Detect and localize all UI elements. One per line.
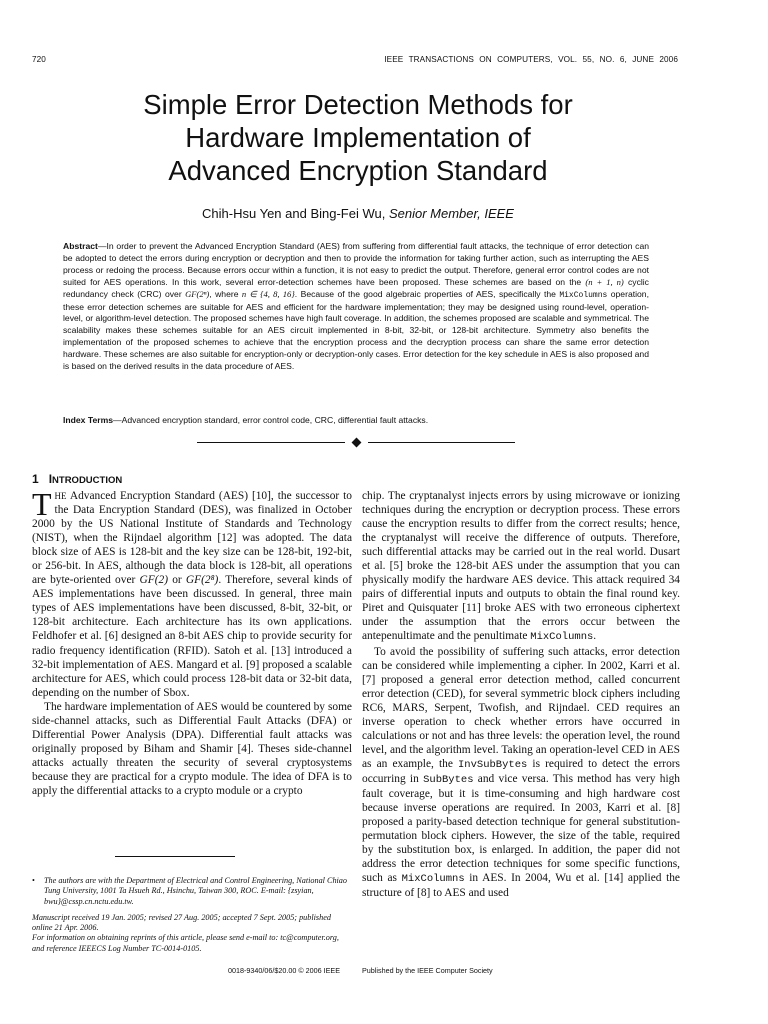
index-terms-label: Index Terms	[63, 415, 113, 425]
code-mixcolumns: MixColumns	[530, 631, 594, 644]
title-line-1: Simple Error Detection Methods for	[143, 89, 573, 120]
abstract-text-1: —In order to prevent the Advanced Encryption Standard (AES) from suffering from differential fault attacks, the technique of error detection can be adopted to detect the errors during encryption or decryption and then to provide the information for taking further action, such as interrupting the AES process or redoing the process. Because errors occur within a function, it is not easy to predict the output. Therefore, general error control codes are not suited for AES operations. In this work, several error-detection schemes have been proposed. These schemes are based on the	[63, 241, 649, 287]
paragraph-text: or	[167, 574, 186, 587]
section-divider	[197, 442, 515, 443]
footnotes	[32, 876, 352, 954]
abstract-math-1: (n + 1, n)	[585, 276, 624, 287]
abstract-text-4: . Because of the good algebraic properties of AES, specifically the	[294, 288, 560, 299]
footnote-affiliation	[32, 876, 352, 907]
paragraph-text: Advanced Encryption Standard (AES) [10], the successor to the Data Encryption Standard (DES), was finalized in October 2000 by the US National Institute of Standards and Technology (NIST), when the Rijndael algorithm [12] was adopted. The data block size of AES is 128-bit and the key size can be 128-bit, 192-bit, or 256-bit. In AES, although the data block is 128-bit, all operations are byte-oriented over	[32, 490, 352, 587]
title-line-3: Advanced Encryption Standard	[168, 155, 548, 186]
paragraph-text: . Therefore, several kinds of AES implementations have been discussed. In general, three main types of AES implementations have been discussed, 8-bit, 32-bit, or 128-bit architecture. Each architecture has its own applications. Feldhofer et al. [6] designed an 8-bit AES chip to provide security for radio frequency identification (RFID). Satoh et al. [13] introduced a 32-bit implementation of AES. Mangard et al. [9] proposed a scalable architecture for AES, which could process 128-bit data or 32-bit data, depending on the number of Sbox.	[32, 574, 353, 699]
abstract-label: Abstract	[63, 241, 98, 251]
paragraph: The hardware implementation of AES would be countered by some side-channel attacks, such as Differential Fault Attacks (DFA) or Differential Power Analysis (DPA). Differential fault attacks was originally proposed by Biham and Shamir [4]. Theses side-channel attacks actually threaten the security of several cryptosystems because they are practical for a crypto module. The idea of DFA is to apply the differential attacks to a crypto module or a crypto	[32, 700, 352, 797]
diamond-icon	[351, 438, 361, 448]
abstract-math-2: GF(2ⁿ)	[185, 288, 210, 299]
paper-title	[60, 88, 656, 187]
divider-line-right	[368, 442, 516, 443]
paragraph	[32, 486, 353, 700]
section-initial: I	[48, 472, 53, 486]
code-invsubbytes: InvSubBytes	[458, 758, 528, 771]
section-number: 1	[32, 472, 39, 486]
divider-line-left	[197, 442, 345, 443]
title-line-2: Hardware Implementation of	[185, 122, 531, 153]
index-terms	[63, 415, 649, 425]
author-list	[60, 206, 656, 221]
paragraph	[362, 645, 680, 901]
code-subbytes: SubBytes	[423, 773, 474, 786]
abstract-text-5: operation, these error detection schemes are suitable for AES and efficient for the hardware implementation; they may be designed using round-level, operation-level, or algorithm-level detection. The proposed schemes have high fault coverage. In addition, the schemes proposed are scalable and symmetrical. The scalability makes these schemes suitable for an AES circuit implemented in 8-bit, 32-bit, or 128-bit architecture. Symmetry also benefits the implementation of the proposed schemes to achieve that the encryption process and the decryption process can share the same error detection hardware. These schemes are also suitable for encryption-only or decryption-only cases. Error detection for the key schedule in AES is also proposed and is based on the derived results in the data procedure of AES.	[63, 288, 649, 372]
paragraph	[362, 489, 680, 645]
abstract-text-2: cyclic redundancy check (CRC) over	[63, 276, 649, 299]
bullet-icon: •	[32, 876, 35, 885]
publisher-line: Published by the IEEE Computer Society	[362, 966, 493, 975]
page-number: 720	[32, 55, 46, 64]
abstract-math-3: n ∈ {4, 8, 16}	[241, 288, 295, 299]
paragraph-text: in AES. In 2004, Wu et al. [14] applied the structure of [8] to AES and used	[362, 872, 680, 900]
body-column-right	[362, 489, 680, 900]
math-gf2: GF(2)	[139, 574, 168, 587]
footnote-reprints: For information on obtaining reprints of this article, please send e-mail to: tc@computer.org, and reference IEEECS Log Number TC-0014-0105.	[32, 933, 339, 953]
footnote-rule	[115, 856, 235, 857]
abstract-text-3: , where	[209, 288, 242, 299]
body-column-left	[32, 486, 353, 798]
section-heading	[32, 472, 122, 486]
drop-cap: T	[32, 486, 52, 522]
code-mixcolumns: MixColumns	[401, 873, 465, 886]
smallcaps-text: HE	[54, 491, 67, 501]
paragraph-text: To avoid the possibility of suffering such attacks, error detection can be considered while implementing a cipher. In 2002, Karri et al. [7] proposed a general error detection method, called concurrent error detection (CED), for several symmetric block ciphers including RC6, MARS, Serpent, Twofish, and Rijndael. CED requires an inverse operation to check whether errors have occurred in calculations or not and has three levels: the operation level, the round level, and the algorithm level. Taking an operation-level CED in AES as an example, the	[362, 645, 680, 770]
paragraph-text: chip. The cryptanalyst injects errors by using microwave or ionizing techniques during the encryption or decryption process. These errors cause the encryption results to differ from the correct results; hence, the cryptanalyst will receive the difference of outputs. Therefore, such differential attacks may be carried out in the real world. Dusart et al. [5] broke the 128-bit AES under the assumption that you can physically modify the hardware AES device. This attack required 34 pairs of differential inputs and outputs to obtain the final round key. Piret and Quisquater [11] broke AES with two erroneous ciphertext under the assumption that the errors occur between the antepenultimate and the penultimate	[362, 490, 680, 643]
abstract-code-1: MixColumns	[559, 290, 608, 300]
running-header	[32, 55, 678, 64]
author-names: Chih-Hsu Yen and Bing-Fei Wu,	[202, 206, 389, 221]
paragraph-text: .	[593, 630, 597, 643]
paragraph-text: is required to detect the errors occurring in	[362, 757, 680, 785]
author-membership: Senior Member, IEEE	[388, 206, 514, 221]
copyright-line: 0018-9340/06/$20.00 © 2006 IEEE	[228, 966, 340, 975]
footnote-text: The authors are with the Department of Electrical and Control Engineering, National Chiao Tung University, 1001 Ta Hsueh Rd., Hsinchu, Taiwan 300, ROC. E-mail: {zsyian, bwu}@cssp.cn.nctu.edu.tw.	[44, 876, 347, 906]
journal-name: IEEE TRANSACTIONS ON COMPUTERS, VOL. 55, NO. 6, JUNE 2006	[384, 55, 678, 64]
math-gf2-8: GF(2⁸)	[185, 574, 219, 587]
index-terms-text: —Advanced encryption standard, error control code, CRC, differential fault attacks.	[113, 415, 429, 425]
footnote-received: Manuscript received 19 Jan. 2005; revised 27 Aug. 2005; accepted 7 Sept. 2005; published online 21 Apr. 2006.	[32, 912, 331, 933]
abstract	[63, 241, 649, 373]
paragraph-text: and vice versa. This method has very high fault coverage, but it is time-consuming and high hardware cost because inverse operations are required. In 2003, Karri et al. [8] proposed a parity-based detection technique for general substitution-permutation block ciphers. However, the size of the table, required by the substitution box, is enlarged. In addition, the paper did not address the error detection techniques for some specific functions, such as	[362, 772, 681, 885]
section-title-rest: NTRODUCTION	[52, 475, 123, 486]
